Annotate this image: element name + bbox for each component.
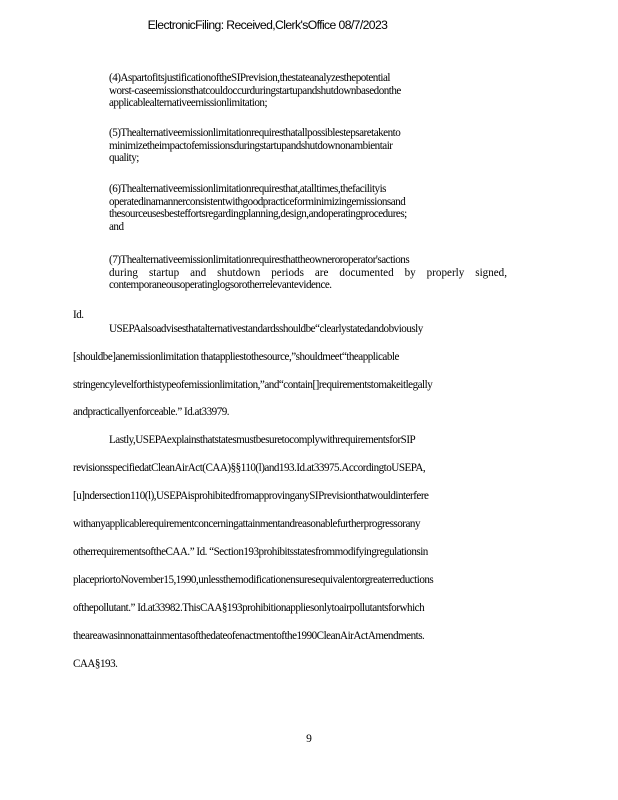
quote-item-5 bbox=[109, 127, 507, 165]
quote-line: worst-caseemissionsthatcouldoccurduringstartupandshutdownbasedonthe bbox=[109, 84, 401, 97]
citation-id: Id. bbox=[73, 309, 84, 321]
quote-line: (6)Thealternativeemissionlimitationrequiresthat,atalltimes,thefacilityis bbox=[109, 183, 386, 195]
quote-line: during startup and shutdown periods are documented by properly signed, bbox=[109, 266, 507, 279]
quote-line: thesourceusesbesteffortsregardingplanning,design,andoperatingprocedures; bbox=[109, 208, 407, 221]
body-line: withanyapplicablerequirementconcerningattainmentandreasonablefurtherprogressorany bbox=[73, 518, 421, 530]
quote-item-7 bbox=[109, 254, 507, 292]
quote-line: contemporaneousoperatinglogsorotherrelevantevidence. bbox=[109, 279, 332, 292]
body-line: [u]ndersection110(l),USEPAisprohibitedfromapprovinganySIPrevisionthatwouldinterfere bbox=[73, 490, 429, 502]
quote-line: operatedinamannerconsistentwithgoodpracticeforminimizingemissionsand bbox=[109, 195, 406, 208]
body-line: theareawasinnonattainmentasofthedateofenactmentofthe1990CleanAirActAmendments. bbox=[73, 630, 425, 642]
page-number: 9 bbox=[306, 733, 312, 745]
filing-stamp-header: ElectronicFiling: Received,Clerk'sOffice 08/7/2023 bbox=[147, 18, 388, 32]
quote-line: (4)AspartofitsjustificationoftheSIPrevision,thestateanalyzesthepotential bbox=[109, 72, 391, 84]
body-line: USEPAalsoadvisesthatalternativestandardsshouldbe“clearlystatedandobviously bbox=[109, 323, 423, 335]
body-line: [shouldbe]anemissionlimitation thatappliestothesource,”shouldmeet“theapplicable bbox=[73, 351, 399, 363]
body-line: ofthepollutant.” Id.at33982.ThisCAA§193prohibitionappliesonlytoairpollutantsforwhich bbox=[73, 602, 425, 614]
quote-line: applicablealternativeemissionlimitation; bbox=[109, 97, 268, 110]
body-line: Lastly,USEPAexplainsthatstatesmustbesuretocomplywithrequirementsforSIP bbox=[109, 434, 416, 446]
quote-line: minimizetheimpactofemissionsduringstartupandshutdownonambientair bbox=[109, 139, 393, 152]
quote-item-4 bbox=[109, 72, 507, 110]
body-line: placepriortoNovember15,1990,unlessthemodificationensuresequivalentorgreaterreductions bbox=[73, 574, 434, 586]
body-line: otherrequirementsoftheCAA.” Id. “Section193prohibitsstatesfrommodifyingregulationsin bbox=[73, 546, 428, 558]
body-line: stringencylevelforthistypeofemissionlimitation,”and“contain[]requirementstomakeitlegally bbox=[73, 379, 433, 391]
body-line: revisionsspecifiedatCleanAirAct(CAA)§§110(l)and193.Id.at33975.AccordingtoUSEPA, bbox=[73, 462, 426, 474]
body-line: CAA§193. bbox=[73, 658, 118, 670]
quote-item-6 bbox=[109, 183, 507, 233]
quote-line: quality; bbox=[109, 152, 139, 165]
quote-line: and bbox=[109, 220, 124, 233]
body-line: andpracticallyenforceable.” Id.at33979. bbox=[73, 406, 230, 418]
quote-line: (7)Thealternativeemissionlimitationrequiresthattheowneroroperator'sactions bbox=[109, 254, 410, 266]
quote-line: (5)Thealternativeemissionlimitationrequiresthatallpossiblestepsaretakento bbox=[109, 127, 401, 139]
